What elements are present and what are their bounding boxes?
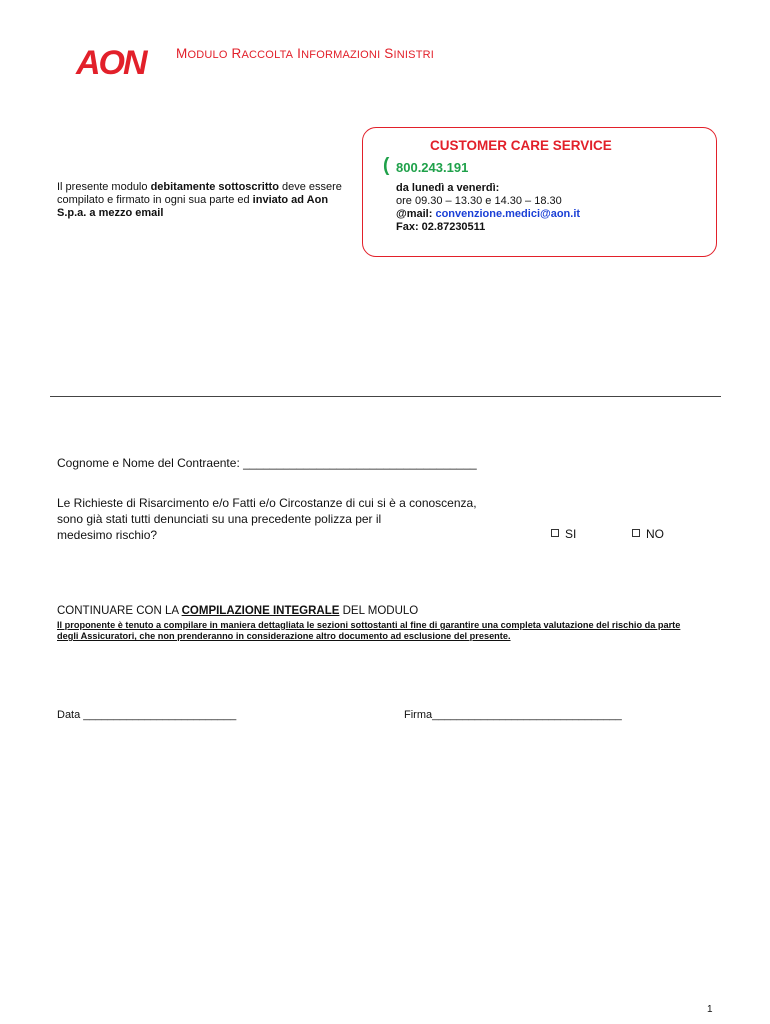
aon-logo [74,40,158,80]
intro-bold-1: debitamente sottoscritto [150,181,279,193]
compilation-note: Il proponente è tenuto a compilare in maniera dettagliata le sezioni sottostanti al fine di garantire una completa valutazione del rischio da parte degli Assicuratori, che non prenderanno in considerazione altro documento ad esclusione del presente. [57,620,681,641]
option-no-checkbox[interactable]: NO [632,527,664,541]
phone-icon: ( [383,155,390,176]
page-number: 1 [707,1004,713,1015]
title-word-1: MODULO [176,46,228,61]
customer-care-mail-row: @mail: convenzione.medici@aon.it [396,208,581,220]
title-word-3: INFORMAZIONI [297,46,381,61]
customer-care-details [396,182,580,234]
checkbox-icon [551,529,559,537]
customer-care-days: da lunedì a venerdì: [396,182,500,194]
customer-care-fax: Fax: 02.87230511 [396,221,486,233]
signature-field[interactable]: Firma_______________________________ [404,709,622,721]
title-word-2: RACCOLTA [231,46,294,61]
date-field[interactable]: Data _________________________ [57,709,237,721]
checkbox-icon [632,529,640,537]
aon-logo-text: AON [76,44,146,80]
customer-care-phone[interactable]: 800.243.191 [396,160,469,175]
customer-care-hours: ore 09.30 – 13.30 e 14.30 – 18.30 [396,195,562,207]
title-word-4: SINISTRI [384,46,435,61]
document-title [176,46,434,61]
option-si-checkbox[interactable]: SI [551,527,576,541]
previous-claims-question: Le Richieste di Risarcimento e/o Fatti e/o Circostanze di cui si è a conoscenza, sono già stati tutti denunciati su una precedente polizza per il medesimo rischio? [57,496,477,542]
intro-bold-2: inviato ad Aon S.p.a. a mezzo email [57,194,329,219]
customer-care-title: CUSTOMER CARE SERVICE [430,138,612,153]
contraente-field[interactable]: Cognome e Nome del Contraente: ___________________________________ [57,456,477,470]
continue-instruction: CONTINUARE CON LA COMPILAZIONE INTEGRALE DEL MODULO [57,605,419,617]
customer-care-email-link[interactable]: convenzione.medici@aon.it [435,208,581,220]
section-divider [50,396,721,397]
intro-paragraph: Il presente modulo debitamente sottoscritto deve essere compilato e firmato in ogni sua parte ed inviato ad Aon S.p.a. a mezzo email [57,181,342,219]
